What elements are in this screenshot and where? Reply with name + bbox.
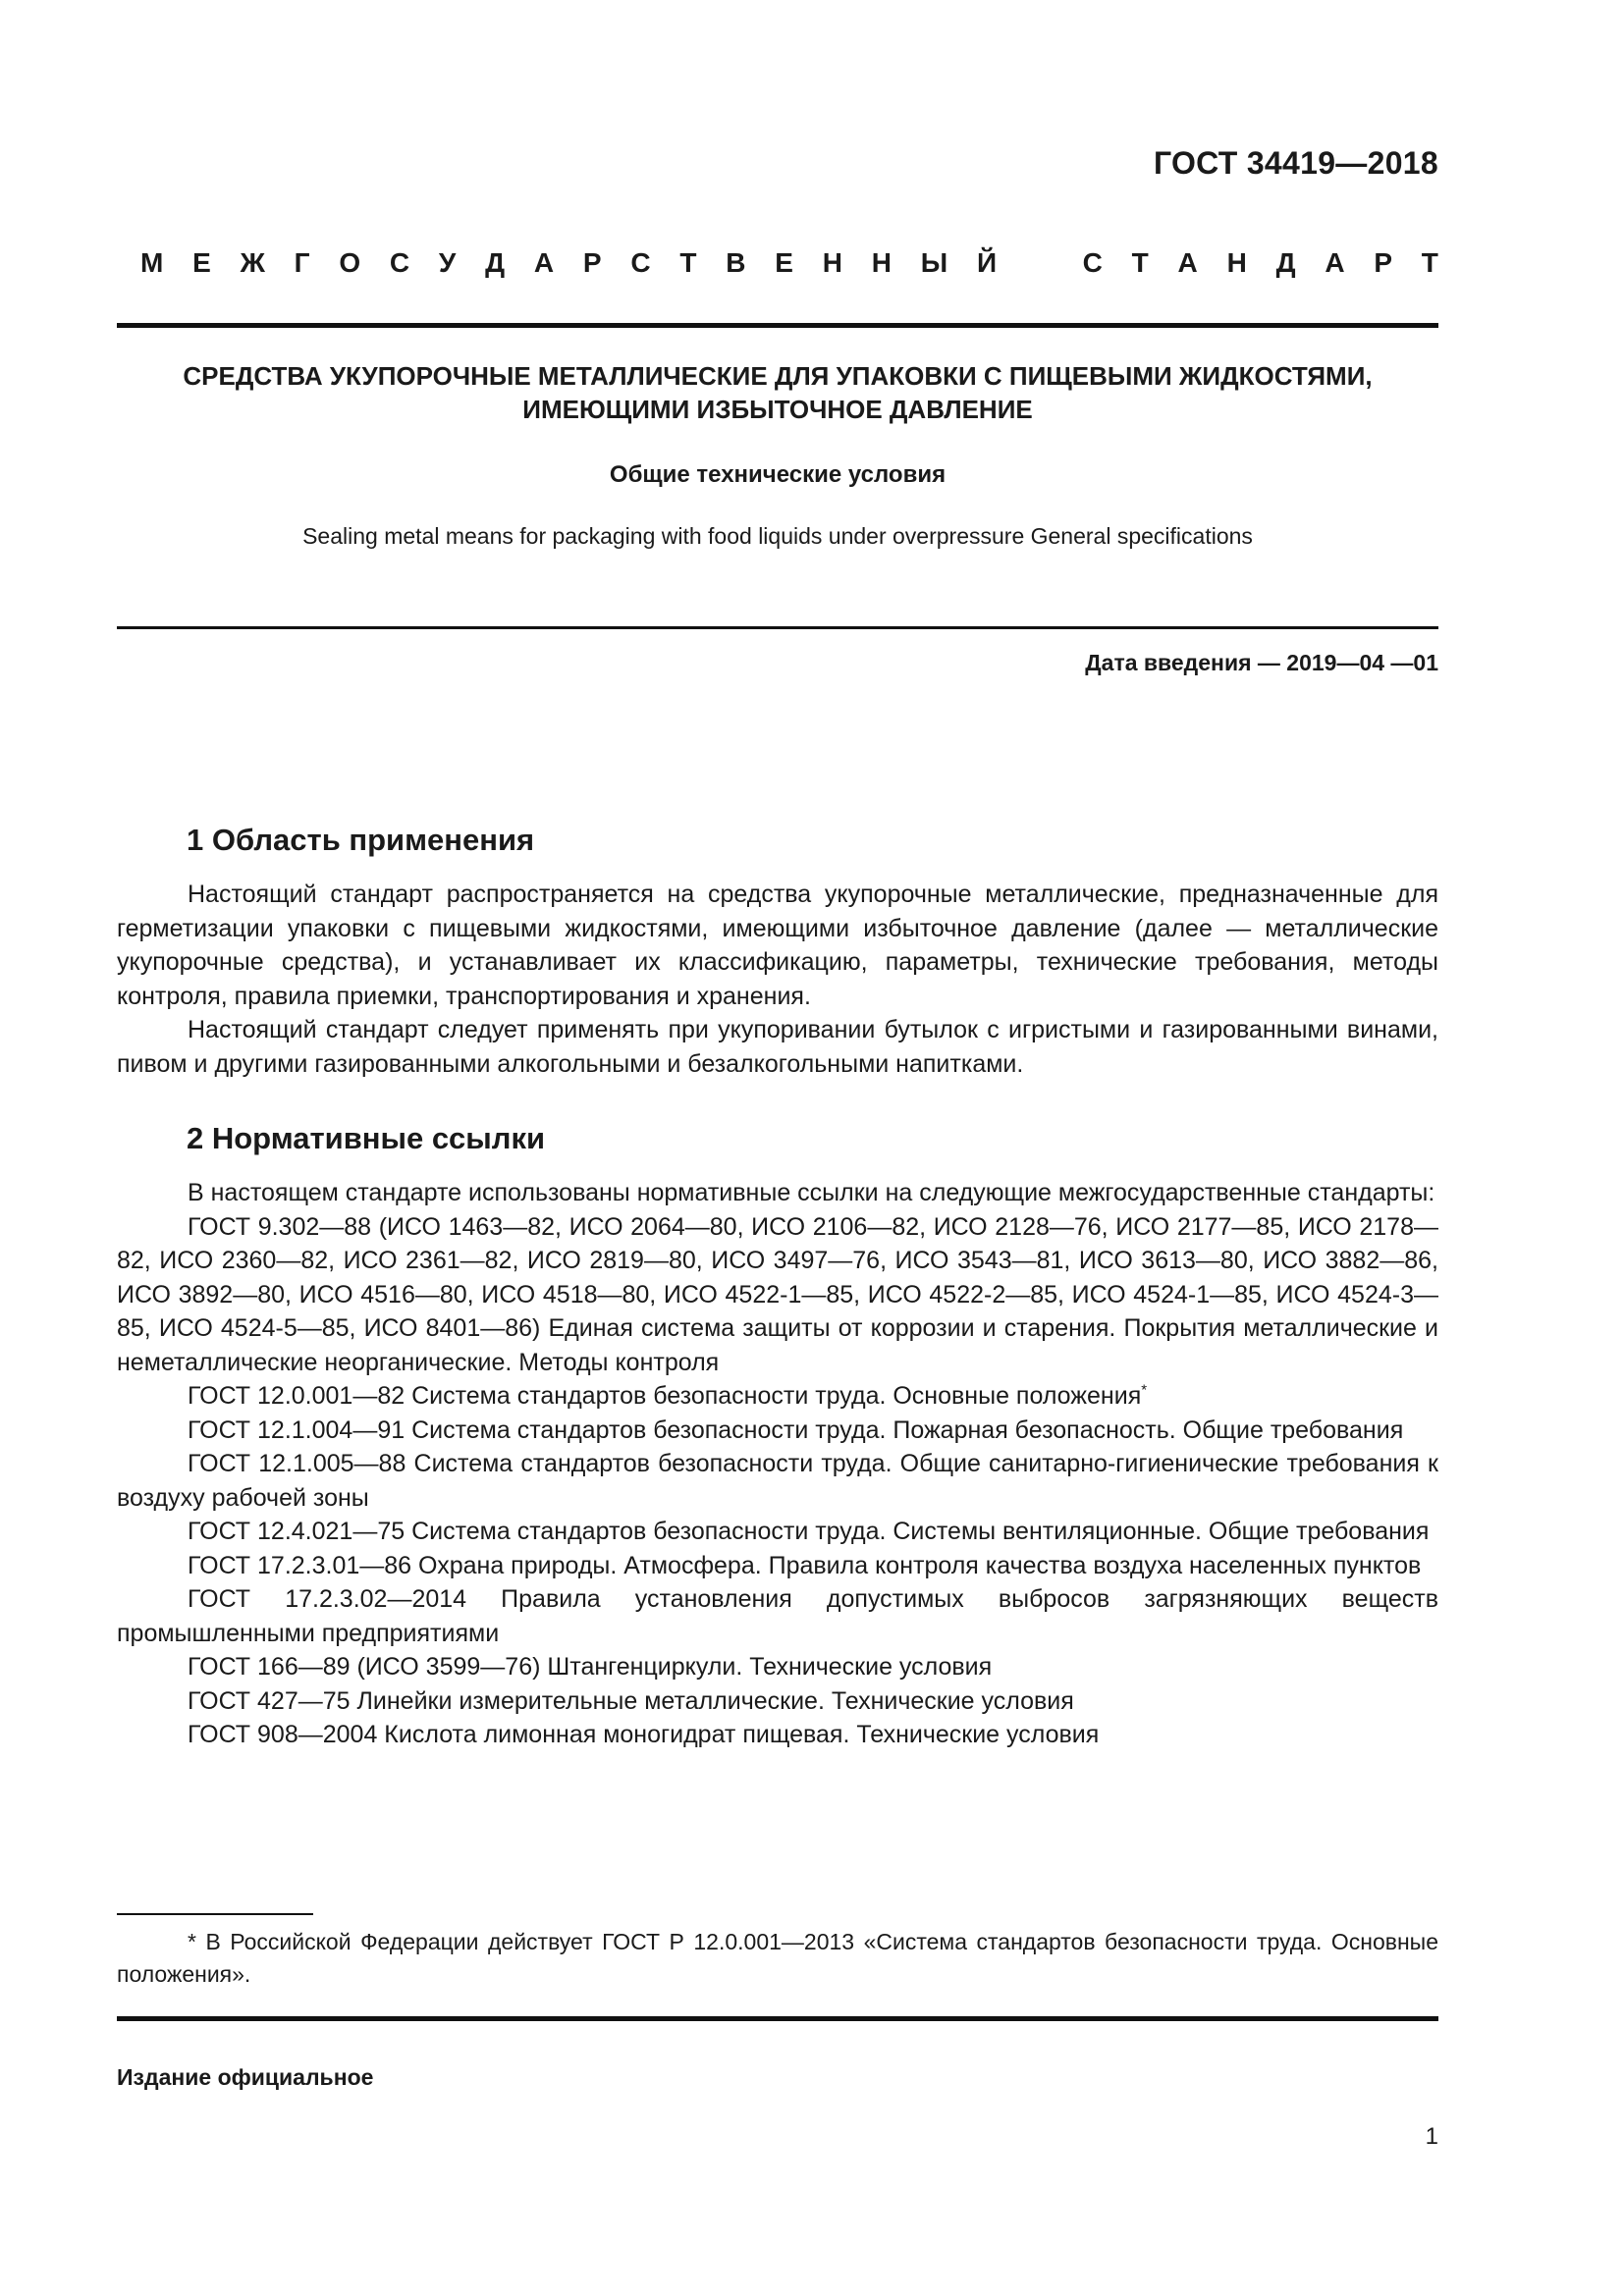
banner-letter: С <box>630 247 651 278</box>
section-1-body <box>117 878 1438 1081</box>
footnote: * В Российской Федерации действует ГОСТ Р 12.0.001—2013 «Система стандартов безопасности труда. Основные положения». <box>117 1929 1438 1987</box>
section-2-heading: 2 Нормативные ссылки <box>187 1121 546 1155</box>
banner-letter: Ы <box>920 247 948 278</box>
footnote-divider <box>117 1913 313 1915</box>
banner-letter: А <box>1325 247 1345 278</box>
banner-letter: Е <box>775 247 793 278</box>
banner-letter: С <box>389 247 410 278</box>
title-divider <box>117 626 1438 629</box>
banner-letter: В <box>726 247 746 278</box>
banner-letter: О <box>339 247 361 278</box>
banner-letter: А <box>533 247 555 278</box>
header-divider <box>117 323 1438 328</box>
banner-letter: Й <box>976 247 998 278</box>
document-number: ГОСТ 34419—2018 <box>1153 145 1438 181</box>
official-edition-label: Издание официальное <box>117 2064 374 2090</box>
banner-letter: С <box>1082 247 1103 278</box>
reference-item: ГОСТ 908—2004 Кислота лимонная моногидрат пищевая. Технические условия <box>188 1721 1100 1748</box>
footer-divider <box>117 2016 1438 2021</box>
paragraph: Настоящий стандарт следует применять при укупоривании бутылок с игристыми и газированными винами, пивом и другими газированными алкогольными и безалкогольными напитками. <box>117 1016 1438 1078</box>
banner-letter: Е <box>192 247 211 278</box>
section-1-heading: 1 Область применения <box>187 823 535 857</box>
banner-letter: Д <box>485 247 506 278</box>
introduction-date: Дата введения — 2019—04 —01 <box>1085 650 1438 675</box>
banner-letter: Р <box>1374 247 1393 278</box>
banner-letter: Ж <box>240 247 265 278</box>
reference-item <box>117 1379 1438 1414</box>
banner-letter: Т <box>1131 247 1149 278</box>
banner-letter: Г <box>294 247 310 278</box>
reference-text: ГОСТ 12.0.001—82 Система стандартов безопасности труда. Основные положения <box>188 1382 1142 1410</box>
reference-item: ГОСТ 166—89 (ИСО 3599—76) Штангенциркули. Технические условия <box>188 1653 993 1681</box>
section-2-body <box>117 1176 1438 1752</box>
banner-letter: Т <box>1421 247 1438 278</box>
footnote-marker: * <box>1141 1381 1148 1399</box>
banner-letter: Н <box>1226 247 1247 278</box>
banner-letter: Т <box>679 247 697 278</box>
title-line: СРЕДСТВА УКУПОРОЧНЫЕ МЕТАЛЛИЧЕСКИЕ ДЛЯ УПАКОВКИ С ПИЩЕВЫМИ ЖИДКОСТЯМИ, <box>183 361 1373 391</box>
banner-letter: М <box>140 247 164 278</box>
reference-item: ГОСТ 17.2.3.01—86 Охрана природы. Атмосфера. Правила контроля качества воздуха населенных пунктов <box>188 1551 1422 1579</box>
reference-item: ГОСТ 12.1.004—91 Система стандартов безопасности труда. Пожарная безопасность. Общие требования <box>188 1415 1404 1444</box>
english-title: Sealing metal means for packaging with food liquids under overpressure General specifications <box>302 523 1253 549</box>
reference-item: ГОСТ 427—75 Линейки измерительные металлические. Технические условия <box>188 1686 1074 1715</box>
standard-type-banner <box>140 247 1438 279</box>
paragraph: В настоящем стандарте использованы нормативные ссылки на следующие межгосударственные стандарты: <box>188 1179 1435 1206</box>
banner-word-gap <box>1026 247 1054 279</box>
page-number: 1 <box>1425 2123 1438 2150</box>
title-line: ИМЕЮЩИМИ ИЗБЫТОЧНОЕ ДАВЛЕНИЕ <box>522 395 1033 424</box>
banner-letter: Н <box>822 247 842 278</box>
reference-item: ГОСТ 9.302—88 (ИСО 1463—82, ИСО 2064—80, ИСО 2106—82, ИСО 2128—76, ИСО 2177—85, ИСО 2178—82, ИСО 2360—82, ИСО 2361—82, ИСО 2819—80, ИСО 3497—76, ИСО 3543—81, ИСО 3613—80, ИСО 3882—86, ИСО 3892—80, ИСО 4516—80, ИСО 4518—80, ИСО 4522-1—85, ИСО 4522-2—85, ИСО 4524-1—85, ИСО 4524-3—85, ИСО 4524-5—85, ИСО 8401—86) Единая система защиты от коррозии и старения. Покрытия металлические и неметаллические неорганические. Методы контроля <box>117 1212 1438 1376</box>
banner-letter: Н <box>871 247 892 278</box>
document-subtitle: Общие технические условия <box>609 461 947 488</box>
document-title <box>117 359 1438 426</box>
banner-letter: А <box>1177 247 1198 278</box>
banner-letter: Р <box>582 247 602 278</box>
banner-letter: У <box>438 247 457 278</box>
paragraph: Настоящий стандарт распространяется на средства укупорочные металлические, предназначенные для герметизации упаковки с пищевыми жидкостями, имеющими избыточное давление (далее — металлические укупорочные средства), и устанавливает их классификацию, параметры, технические требования, методы контроля, правила приемки, транспортирования и хранения. <box>117 881 1438 1010</box>
reference-item: ГОСТ 17.2.3.02—2014 Правила установления допустимых выбросов загрязняющих веществ промышленными предприятиями <box>117 1585 1438 1647</box>
banner-letter: Д <box>1275 247 1296 278</box>
reference-item: ГОСТ 12.1.005—88 Система стандартов безопасности труда. Общие санитарно-гигиенические требования к воздуху рабочей зоны <box>117 1450 1438 1512</box>
reference-item: ГОСТ 12.4.021—75 Система стандартов безопасности труда. Системы вентиляционные. Общие требования <box>188 1518 1430 1545</box>
